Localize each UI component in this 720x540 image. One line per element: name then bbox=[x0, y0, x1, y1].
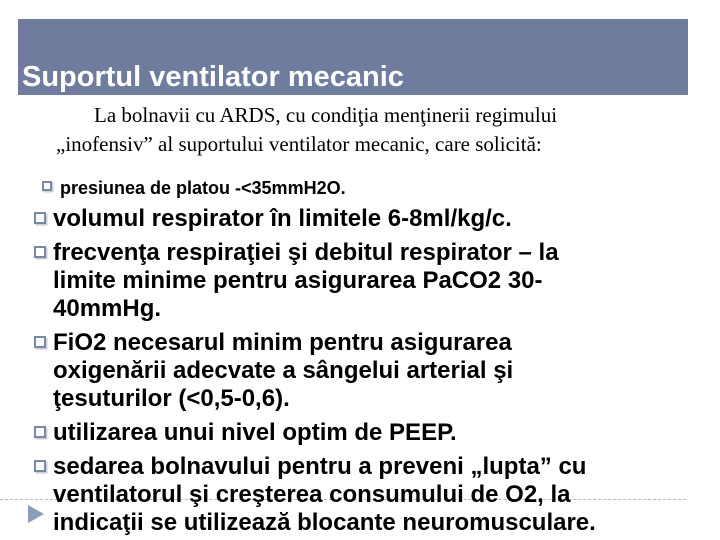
square-bullet-icon bbox=[34, 212, 46, 224]
square-bullet-icon bbox=[34, 336, 46, 348]
bullet-line: ventilatorul şi creşterea consumului de O2, la bbox=[53, 481, 571, 508]
bullet-item-sedare bbox=[34, 453, 702, 537]
title-band bbox=[18, 19, 688, 95]
bullet-line: utilizarea unui nivel optim de PEEP. bbox=[53, 419, 457, 446]
intro-line: La bolnavii cu ARDS, cu condiţia menţinerii regimului bbox=[94, 103, 558, 127]
intro-line: „inofensiv” al suportului ventilator mecanic, care solicită: bbox=[56, 132, 542, 156]
bullet-item-platou bbox=[34, 177, 702, 199]
bullet-line: 40mmHg. bbox=[53, 295, 162, 322]
square-bullet-icon bbox=[34, 460, 46, 472]
bullet-item-fio2 bbox=[34, 329, 702, 413]
square-bullet-icon bbox=[34, 246, 46, 258]
bullet-item-volum bbox=[34, 205, 702, 233]
square-bullet-icon bbox=[42, 181, 52, 191]
bullet-line: limite minime pentru asigurarea PaCO2 30- bbox=[53, 267, 543, 294]
bullet-line: frecvenţa respiraţiei şi debitul respirator – la bbox=[53, 239, 559, 266]
bullet-line: presiunea de platou -<35mmH2O. bbox=[60, 178, 346, 198]
square-bullet-icon bbox=[34, 426, 46, 438]
bullet-line: FiO2 necesarul minim pentru asigurarea bbox=[53, 329, 512, 356]
bullet-line: indicaţii se utilizează blocante neuromusculare. bbox=[53, 509, 596, 536]
bullet-list bbox=[34, 177, 702, 540]
bullet-line: volumul respirator în limitele 6-8ml/kg/c. bbox=[53, 205, 512, 232]
intro-paragraph bbox=[56, 101, 676, 159]
slide-title: Suportul ventilator mecanic bbox=[22, 60, 404, 93]
bullet-line: oxigenării adecvate a sângelui arterial şi bbox=[53, 357, 514, 384]
bullet-line: ţesuturilor (<0,5-0,6). bbox=[53, 385, 290, 412]
bullet-line: sedarea bolnavului pentru a preveni „lupta” cu bbox=[53, 453, 587, 480]
bullet-item-peep bbox=[34, 419, 702, 447]
bullet-item-frecventa bbox=[34, 239, 702, 323]
